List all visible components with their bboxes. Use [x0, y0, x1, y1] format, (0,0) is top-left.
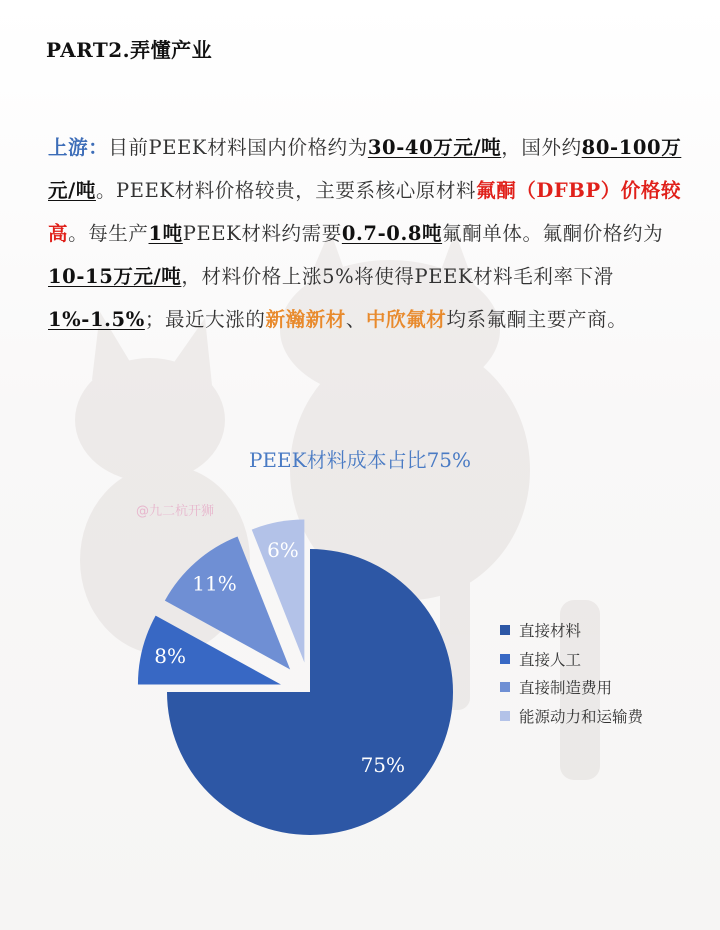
legend-swatch [500, 682, 510, 692]
paragraph-segment: ，国外约 [501, 136, 582, 159]
paragraph-segment: PEEK材料约需要 [182, 222, 342, 245]
paragraph-segment: 0.7-0.8吨 [341, 222, 443, 245]
legend-label: 直接制造费用 [519, 679, 613, 698]
paragraph-segment: 新瀚新材 [265, 308, 346, 331]
paragraph-segment: 1吨 [148, 222, 183, 245]
paragraph-segment: 氟酮单体。氟酮价格约为 [442, 222, 664, 245]
paragraph-segment: 目前PEEK材料国内价格约为 [108, 136, 368, 159]
paragraph-segment: 1%-1.5% [48, 308, 145, 331]
paragraph-segment: 10-15万元/吨 [48, 265, 182, 288]
paragraph-segment: 中欣氟材 [365, 308, 447, 331]
pie-data-label: 11% [192, 571, 237, 596]
legend-swatch [500, 654, 510, 664]
paragraph-segment: 。PEEK材料价格较贵，主要系核心原材料 [95, 179, 477, 202]
legend-item [500, 645, 643, 674]
paragraph-segment: 上游： [48, 136, 109, 159]
pie-data-label: 6% [267, 538, 299, 563]
paragraph-segment: 30-40万元/吨 [367, 136, 502, 159]
legend-label: 能源动力和运输费 [519, 708, 644, 727]
paragraph-segment: ，材料价格上涨5%将使得PEEK材料毛利率下滑 [181, 265, 614, 288]
paragraph-segment: 氟酮（DFBP）价格较高 [48, 179, 682, 245]
legend-label: 直接材料 [519, 622, 582, 641]
chart-legend [500, 616, 643, 730]
legend-label: 直接人工 [519, 650, 582, 669]
watermark: @九二杭开狮 [136, 504, 215, 519]
pie-data-label: 75% [360, 752, 406, 777]
section-title: PART2.弄懂产业 [46, 38, 213, 62]
paragraph-segment: 80-100万元/吨 [48, 136, 682, 202]
paragraph-segment: 、 [345, 308, 366, 331]
legend-swatch [500, 625, 510, 635]
legend-item [500, 673, 643, 702]
chart-title: PEEK材料成本占比75% [248, 448, 472, 472]
legend-item [500, 702, 643, 731]
paragraph-segment: 均系氟酮主要产商。 [446, 308, 628, 331]
legend-item [500, 616, 643, 645]
pie-data-label: 8% [154, 644, 187, 669]
legend-swatch [500, 711, 510, 721]
paragraph-segment: ；最近大涨的 [144, 308, 266, 331]
paragraph-segment: 。每生产 [68, 222, 149, 245]
